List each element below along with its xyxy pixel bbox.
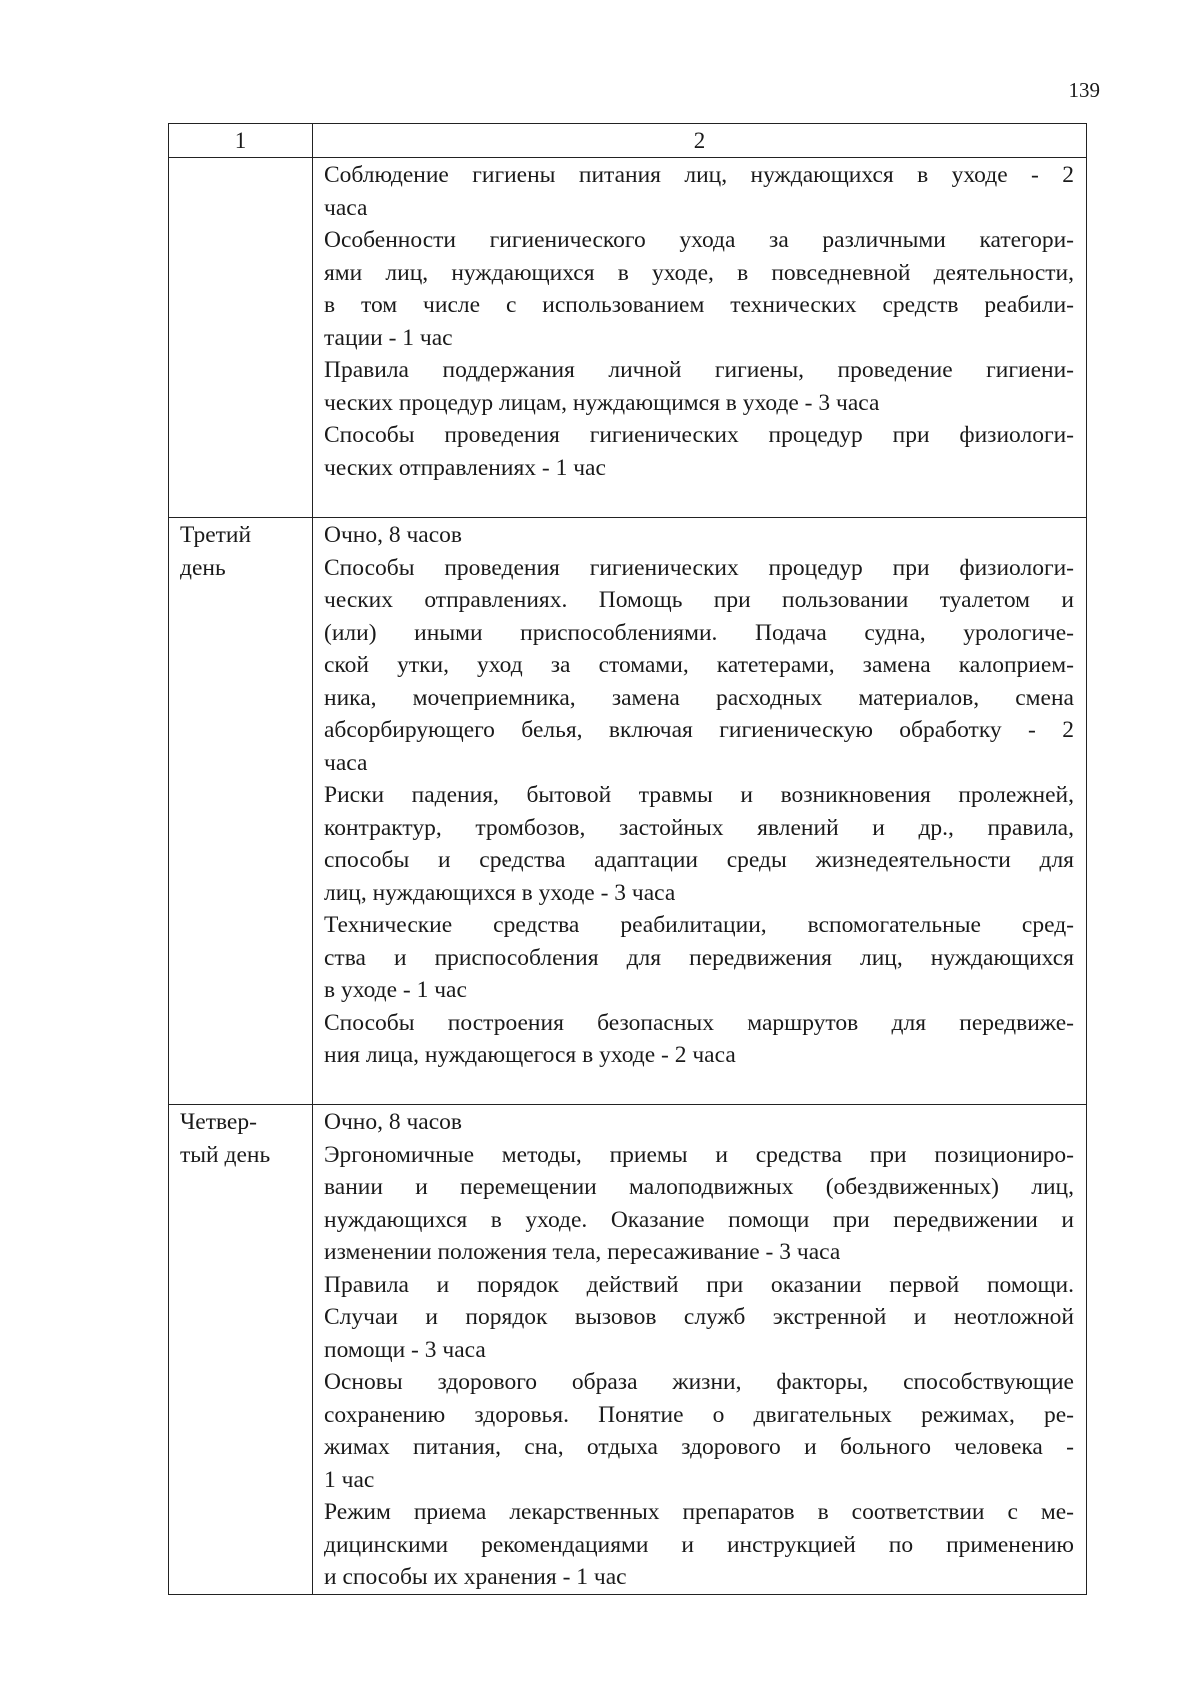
content-line: Правила поддержания личной гигиены, проведение гигиени- — [324, 357, 1074, 383]
content-line: Очно, 8 часов — [324, 522, 463, 548]
content-line: часа — [324, 749, 368, 776]
content-line: вании и перемещении малоподвижных (обездвиженных) лиц, — [324, 1174, 1074, 1200]
content-line: Способы проведения гигиенических процедур при физиологи- — [324, 422, 1074, 448]
column-header-2: 2 — [313, 124, 1087, 158]
content-line: изменении положения тела, пересаживание - 3 часа — [324, 1239, 841, 1265]
content-cell — [313, 158, 1087, 518]
content-line: сохранению здоровья. Понятие о двигательных режимах, ре- — [324, 1401, 1074, 1428]
content-line: Эргономичные методы, приемы и средства при позициониро- — [324, 1141, 1074, 1168]
table-row — [169, 158, 1087, 518]
content-line: Правила и порядок действий при оказании первой помощи. — [324, 1271, 1074, 1298]
content-line: абсорбирующего белья, включая гигиеническую обработку - 2 — [324, 717, 1074, 743]
day-cell — [169, 158, 313, 518]
content-line: контрактур, тромбозов, застойных явлений и др., правила, — [324, 814, 1074, 841]
content-line: Способы построения безопасных маршрутов для передвиже- — [324, 1009, 1074, 1036]
content-cell — [313, 1105, 1087, 1595]
content-line: Режим приема лекарственных препаратов в соответствии с ме- — [324, 1499, 1074, 1525]
content-line: ческих отправлениях. Помощь при пользовании туалетом и — [324, 587, 1074, 613]
content-line: (или) иными приспособлениями. Подача судна, урологиче- — [324, 619, 1074, 646]
content-line: дицинскими рекомендациями и инструкцией по применению — [324, 1531, 1074, 1558]
content-line: способы и средства адаптации среды жизнедеятельности для — [324, 847, 1074, 873]
content-cell — [313, 518, 1087, 1105]
content-line: в уходе - 1 час — [324, 977, 467, 1003]
table-header-row — [169, 124, 1087, 158]
content-line: нуждающихся в уходе. Оказание помощи при передвижении и — [324, 1206, 1074, 1233]
day-cell — [169, 518, 313, 1105]
content-line: жимах питания, сна, отдыха здорового и больного человека - — [324, 1434, 1074, 1460]
page-number: 139 — [1068, 78, 1100, 102]
content-line: в том числе с использованием технических средств реабили- — [324, 292, 1074, 318]
content-line: ческих процедур лицам, нуждающимся в уходе - 3 часа — [324, 389, 880, 416]
content-line: помощи - 3 часа — [324, 1336, 486, 1363]
content-line: Способы проведения гигиенических процедур при физиологи- — [324, 554, 1074, 581]
content-line: лиц, нуждающихся в уходе - 3 часа — [324, 879, 676, 906]
day-label-line: день — [180, 554, 226, 581]
content-line: Основы здорового образа жизни, факторы, способствующие — [324, 1369, 1074, 1395]
content-line: ями лиц, нуждающихся в уходе, в повседневной деятельности, — [324, 259, 1074, 286]
content-line: Соблюдение гигиены питания лиц, нуждающихся в уходе - 2 — [324, 162, 1074, 188]
content-line: Технические средства реабилитации, вспомогательные сред- — [324, 912, 1074, 938]
content-line: ческих отправлениях - 1 час — [324, 454, 606, 481]
content-line: Риски падения, бытовой травмы и возникновения пролежней, — [324, 782, 1074, 808]
column-header-1: 1 — [169, 124, 313, 158]
content-line: Очно, 8 часов — [324, 1109, 463, 1135]
schedule-table — [168, 123, 1087, 1595]
content-line: ской утки, уход за стомами, катетерами, замена калоприем- — [324, 652, 1074, 678]
content-line: ния лица, нуждающегося в уходе - 2 часа — [324, 1042, 736, 1068]
content-line: Особенности гигиенического ухода за различными категори- — [324, 227, 1074, 253]
day-cell — [169, 1105, 313, 1595]
table-row — [169, 518, 1087, 1105]
content-line: 1 час — [324, 1466, 375, 1493]
day-label-line: Третий — [180, 522, 252, 548]
content-line: Случаи и порядок вызовов служб экстренной и неотложной — [324, 1304, 1074, 1330]
content-line: часа — [324, 194, 368, 221]
content-line: тации - 1 час — [324, 324, 453, 351]
content-line: и способы их хранения - 1 час — [324, 1564, 627, 1590]
day-label-line: Четвер- — [180, 1109, 257, 1135]
day-label-line: тый день — [180, 1141, 271, 1168]
content-line: ства и приспособления для передвижения лиц, нуждающихся — [324, 944, 1074, 971]
table-row — [169, 1105, 1087, 1595]
content-line: ника, мочеприемника, замена расходных материалов, смена — [324, 684, 1074, 711]
